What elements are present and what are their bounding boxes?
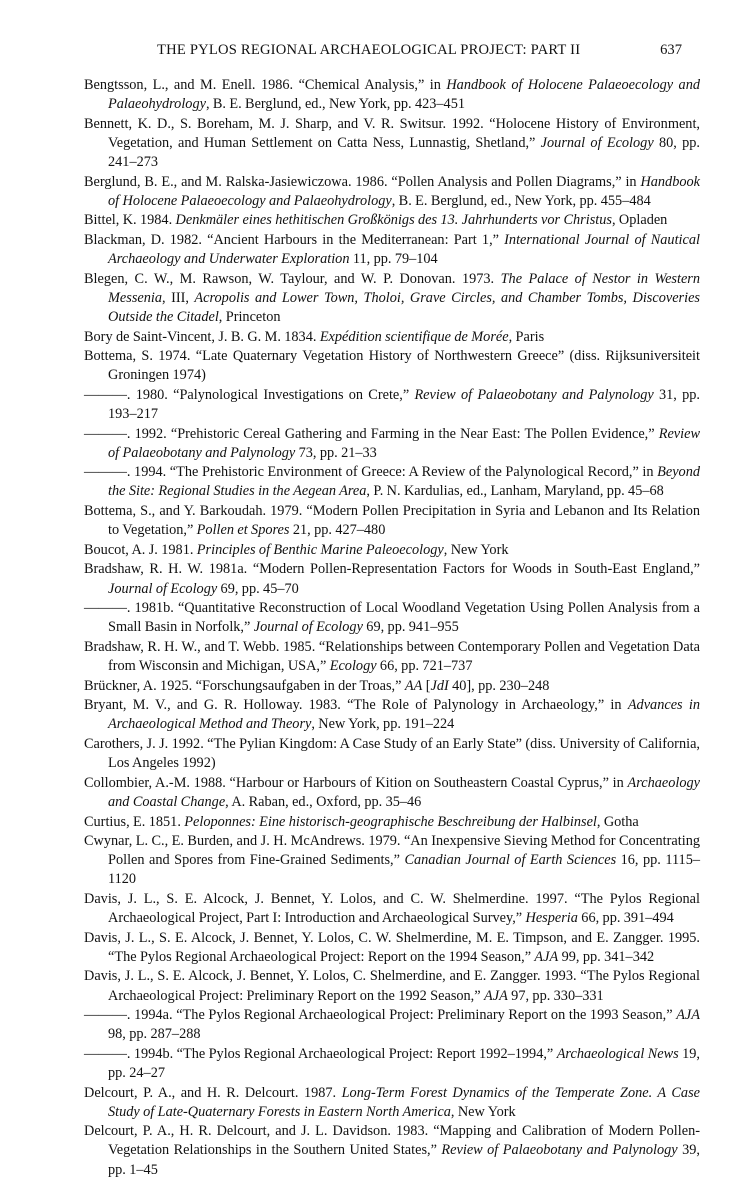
reference-italic-title: Journal of Ecology [253, 619, 363, 636]
reference-italic-title: Hesperia [525, 910, 578, 927]
reference-text: [ [422, 677, 431, 694]
reference-text: 39, pp. 1–45 [108, 1142, 700, 1178]
reference-text: Bradshaw, R. H. W. 1981a. “Modern Pollen-Representation Factors for Woods in South-East England,” [84, 561, 700, 578]
reference-italic-title: Ecology [329, 658, 377, 675]
reference-italic-title: Principles of Benthic Marine Paleoecology [196, 541, 444, 558]
reference-entry [84, 890, 700, 928]
reference-text: Bryant, M. V., and G. R. Holloway. 1983. “The Role of Palynology in Archaeology,” in [84, 697, 628, 714]
reference-italic-title: JdI [430, 677, 449, 694]
reference-text: ———. 1980. “Palynological Investigations on Crete,” [84, 386, 415, 403]
reference-italic-title: Handbook of Holocene Palaeoecology and Palaeohydrology [108, 173, 700, 209]
reference-entry [84, 463, 700, 501]
reference-italic-title: Denkmäler eines hethitischen Großkönigs des 13. Jahrhunderts vor Christus [175, 212, 612, 229]
reference-text: , P. N. Kardulias, ed., Lanham, Maryland, pp. 45–68 [366, 483, 664, 500]
reference-italic-title: AJA [534, 948, 559, 965]
reference-text: , Gotha [596, 813, 639, 830]
reference-entry [84, 638, 700, 676]
reference-entry [84, 270, 700, 327]
reference-text: 98, pp. 287–288 [108, 1026, 201, 1043]
reference-text: , Paris [508, 328, 545, 345]
reference-entry [84, 211, 700, 230]
page-number: 637 [660, 42, 682, 58]
reference-text: 99, pp. 341–342 [558, 948, 655, 965]
reference-text: Curtius, E. 1851. [84, 813, 185, 830]
reference-italic-title: AJA [483, 987, 508, 1004]
reference-entry [84, 1122, 700, 1179]
reference-italic-title: Long-Term Forest Dynamics of the Temperate Zone. A Case Study of Late-Quaternary Forests in Eastern North America [108, 1084, 700, 1120]
reference-entry [84, 832, 700, 889]
reference-text: ———. 1981b. “Quantitative Reconstruction of Local Woodland Vegetation Using Pollen Analysis from a Small Basin in Norfolk,” [84, 600, 700, 636]
reference-italic-title: Expédition scientifique de Morée [319, 328, 509, 345]
reference-italic-title: AJA [676, 1007, 700, 1024]
reference-entry [84, 541, 700, 560]
reference-italic-title: Review of Palaeobotany and Palynology [441, 1142, 678, 1159]
reference-italic-title: Beyond the Site: Regional Studies in the Aegean Area [108, 464, 700, 500]
reference-entry [84, 696, 700, 734]
reference-text: 19, pp. 24–27 [108, 1045, 701, 1081]
reference-text: , New York [450, 1103, 516, 1120]
reference-italic-title: The Palace of Nestor in Western Messenia [108, 270, 701, 306]
reference-text: Blegen, C. W., M. Rawson, W. Taylour, and W. P. Donovan. 1973. [84, 270, 501, 287]
reference-entry [84, 347, 700, 385]
reference-text: , B. E. Berglund, ed., New York, pp. 423–451 [205, 96, 465, 113]
reference-entry [84, 502, 700, 540]
reference-text: Cwynar, L. C., E. Burden, and J. H. McAndrews. 1979. “An Inexpensive Sieving Method for Concentrating Pollen and Spores from Fine-Grained Sediments,” [84, 833, 700, 869]
reference-entry [84, 115, 700, 172]
reference-text: 11, pp. 79–104 [349, 251, 438, 268]
reference-italic-title: Review of Palaeobotany and Palynology [108, 425, 700, 461]
reference-text: , Opladen [611, 212, 668, 229]
running-title: THE PYLOS REGIONAL ARCHAEOLOGICAL PROJECT: PART II [157, 42, 581, 58]
reference-text: , New York, pp. 191–224 [311, 716, 455, 733]
reference-entry [84, 1006, 700, 1044]
reference-text: 80, pp. 241–273 [108, 134, 700, 170]
reference-text: Delcourt, P. A., H. R. Delcourt, and J. L. Davidson. 1983. “Mapping and Calibration of Modern Pollen-Vegetation Relationships in the Southern United States,” [84, 1123, 700, 1159]
reference-entry [84, 677, 700, 696]
reference-text: 66, pp. 391–494 [577, 910, 674, 927]
reference-italic-title: AA [404, 677, 423, 694]
reference-text: 66, pp. 721–737 [376, 658, 473, 675]
reference-entry [84, 425, 700, 463]
reference-entry [84, 929, 700, 967]
reference-italic-title: Journal of Ecology [540, 134, 654, 151]
reference-entry [84, 560, 700, 598]
reference-text: Davis, J. L., S. E. Alcock, J. Bennet, Y. Lolos, C. Shelmerdine, and E. Zangger. 1993. “The Pylos Regional Archaeological Project: Preliminary Report on the 1992 Season,” [84, 968, 700, 1004]
reference-text: Blackman, D. 1982. “Ancient Harbours in the Mediterranean: Part 1,” [84, 231, 505, 248]
reference-entry [84, 735, 700, 773]
reference-text: ———. 1994. “The Prehistoric Environment of Greece: A Review of the Palynological Record,” in [84, 464, 658, 481]
reference-text: 31, pp. 193–217 [108, 386, 700, 422]
reference-italic-title: Review of Palaeobotany and Palynology [414, 386, 654, 403]
reference-text: , B. E. Berglund, ed., New York, pp. 455–484 [391, 192, 651, 209]
reference-text: , A. Raban, ed., Oxford, pp. 35–46 [225, 793, 422, 810]
reference-entry [84, 967, 700, 1005]
reference-text: Bottema, S., and Y. Barkoudah. 1979. “Modern Pollen Precipitation in Syria and Lebanon and Its Relation to Vegetation,” [84, 503, 700, 539]
reference-text: Bittel, K. 1984. [84, 212, 176, 229]
reference-text: Boucot, A. J. 1981. [84, 541, 197, 558]
reference-entry [84, 599, 700, 637]
page-header [116, 42, 682, 64]
reference-text: 40], pp. 230–248 [448, 677, 550, 694]
reference-text: Bradshaw, R. H. W., and T. Webb. 1985. “Relationships between Contemporary Pollen and Vegetation Data from Wisconsin and Michigan, USA,” [84, 638, 700, 675]
reference-text: , New York [443, 541, 509, 558]
reference-text: Brückner, A. 1925. “Forschungsaufgaben in der Troas,” [84, 677, 405, 694]
reference-entry [84, 1084, 700, 1122]
reference-entry [84, 231, 700, 269]
reference-italic-title: Advances in Archaeological Method and Theory [108, 697, 700, 733]
reference-text: 73, pp. 21–33 [295, 444, 377, 461]
reference-text: Bennett, K. D., S. Boreham, M. J. Sharp, and V. R. Switsur. 1992. “Holocene History of Environment, Vegetation, and Human Settlement on Catta Ness, Lunnastig, Shetland,” [84, 115, 700, 151]
reference-entry [84, 173, 700, 211]
reference-text: Carothers, J. J. 1992. “The Pylian Kingdom: A Case Study of an Early State” (diss. University of California, Los Angeles 1992) [84, 736, 700, 772]
reference-entry [84, 328, 700, 347]
reference-text: Delcourt, P. A., and H. R. Delcourt. 1987. [84, 1084, 342, 1101]
reference-text: Berglund, B. E., and M. Ralska-Jasiewiczowa. 1986. “Pollen Analysis and Pollen Diagrams,” in [84, 173, 641, 190]
reference-italic-title: Acropolis and Lower Town, Tholoi, Grave Circles, and Chamber Tombs, Discoveries Outside the Citadel [108, 289, 700, 325]
reference-list [84, 76, 700, 1180]
reference-text: Davis, J. L., S. E. Alcock, J. Bennet, Y. Lolos, C. W. Shelmerdine, M. E. Timpson, and E. Zangger. 1995. “The Pylos Regional Archaeological Project: Report on the 1994 Season,” [84, 929, 700, 965]
reference-italic-title: Archaeology and Coastal Change [108, 774, 700, 810]
reference-italic-title: Canadian Journal of Earth Sciences [404, 852, 617, 869]
reference-entry [84, 76, 700, 114]
reference-entry [84, 386, 700, 424]
reference-text: 21, pp. 427–480 [289, 522, 386, 539]
reference-text: ———. 1994b. “The Pylos Regional Archaeological Project: Report 1992–1994,” [84, 1045, 557, 1062]
reference-text: Bottema, S. 1974. “Late Quaternary Vegetation History of Northwestern Greece” (diss. Rijksuniversiteit Groningen 1974) [84, 348, 700, 384]
reference-text: , III, [162, 289, 195, 306]
reference-text: Davis, J. L., S. E. Alcock, J. Bennet, Y. Lolos, and C. W. Shelmerdine. 1997. “The Pylos Regional Archaeological Project, Part I: Introduction and Archaeological Survey,” [84, 890, 700, 927]
reference-italic-title: International Journal of Nautical Archaeology and Underwater Exploration [108, 231, 700, 268]
reference-text: 16, pp. 1115–1120 [108, 852, 701, 888]
reference-text: 69, pp. 45–70 [217, 580, 299, 597]
reference-italic-title: Peloponnes: Eine historisch-geographische Beschreibung der Halbinsel [184, 813, 597, 830]
reference-entry [84, 774, 700, 812]
reference-text: Bory de Saint-Vincent, J. B. G. M. 1834. [84, 328, 320, 345]
reference-text: ———. 1994a. “The Pylos Regional Archaeological Project: Preliminary Report on the 1993 Season,” [84, 1007, 677, 1024]
reference-text: Collombier, A.-M. 1988. “Harbour or Harbours of Kition on Southeastern Coastal Cyprus,” in [84, 774, 628, 791]
reference-text: , Princeton [218, 308, 281, 325]
reference-text: 97, pp. 330–331 [507, 987, 604, 1004]
reference-text: ———. 1992. “Prehistoric Cereal Gathering and Farming in the Near East: The Pollen Evidence,” [84, 425, 659, 442]
reference-entry [84, 813, 700, 832]
reference-italic-title: Journal of Ecology [108, 580, 218, 597]
reference-text: 69, pp. 941–955 [362, 619, 459, 636]
reference-italic-title: Archaeological News [556, 1045, 679, 1062]
reference-italic-title: Handbook of Holocene Palaeoecology and Palaeohydrology [108, 77, 700, 113]
reference-italic-title: Pollen et Spores [196, 522, 290, 539]
reference-entry [84, 1045, 700, 1083]
reference-text: Bengtsson, L., and M. Enell. 1986. “Chemical Analysis,” in [84, 77, 447, 93]
